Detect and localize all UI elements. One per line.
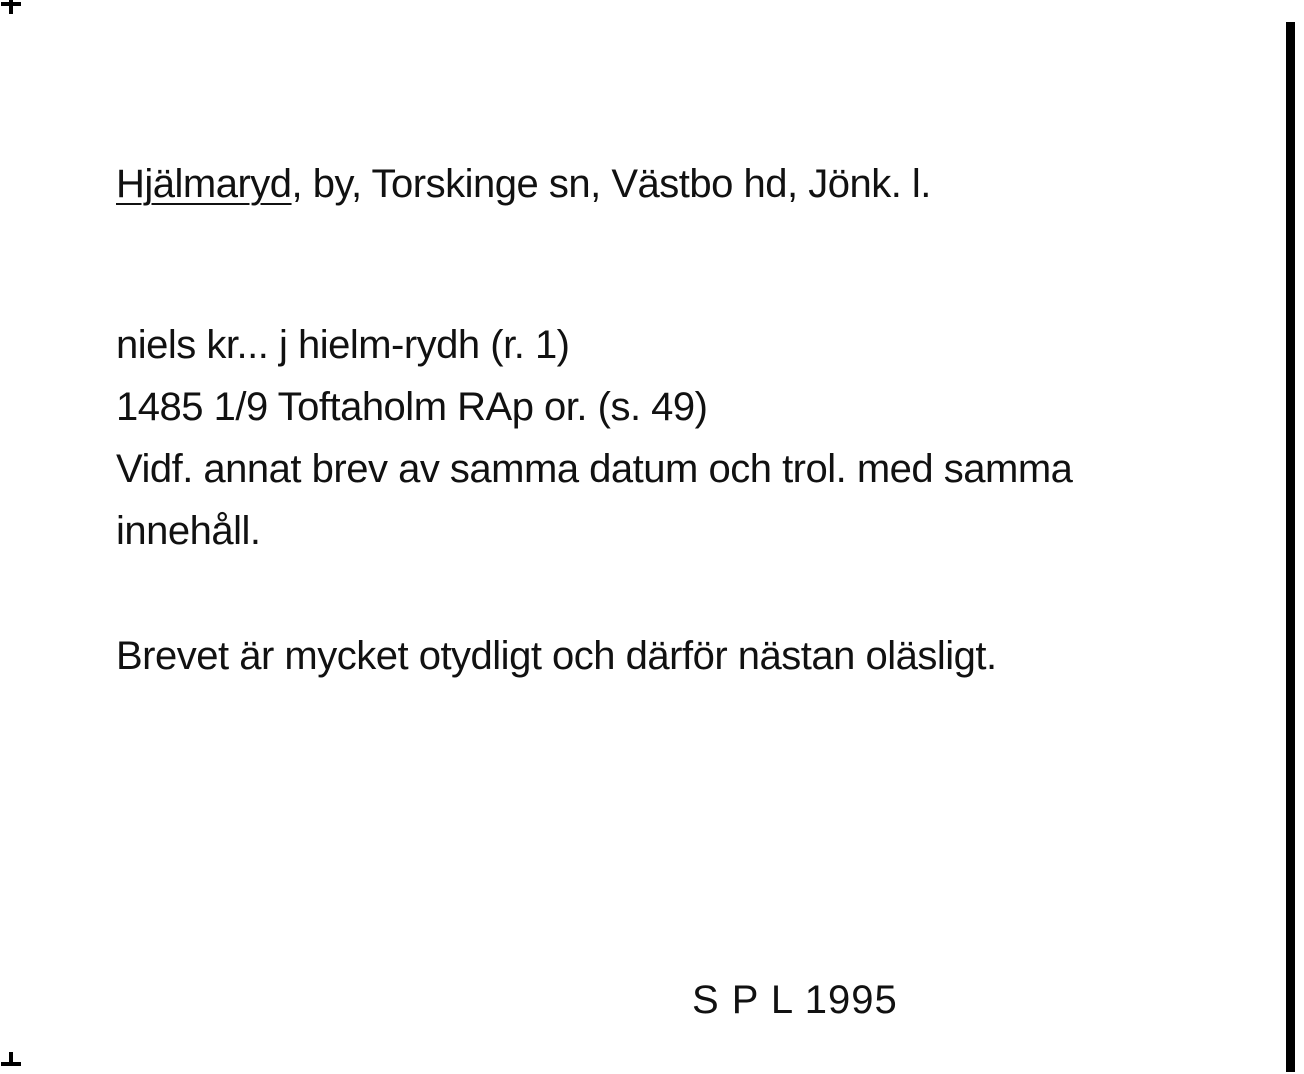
body-line: Vidf. annat brev av samma datum och trol. med samma (116, 447, 1073, 491)
body-line: 1485 1/9 Toftaholm RAp or. (s. 49) (116, 385, 708, 429)
card-heading (116, 154, 931, 214)
card-signature: S P L 1995 (692, 978, 898, 1022)
card-remark: Brevet är mycket otydligt och därför nästan oläsligt. (116, 634, 997, 678)
card-body (116, 314, 1072, 562)
card-right-border (1286, 22, 1295, 1072)
body-line: innehåll. (116, 509, 261, 553)
crop-mark-bottom-horizontal (1, 1062, 21, 1066)
body-line: niels kr... j hielm-rydh (r. 1) (116, 323, 570, 367)
heading-details: , by, Torskinge sn, Västbo hd, Jönk. l. (291, 162, 931, 206)
crop-mark-top-horizontal (1, 2, 21, 6)
place-name: Hjälmaryd (116, 162, 292, 206)
